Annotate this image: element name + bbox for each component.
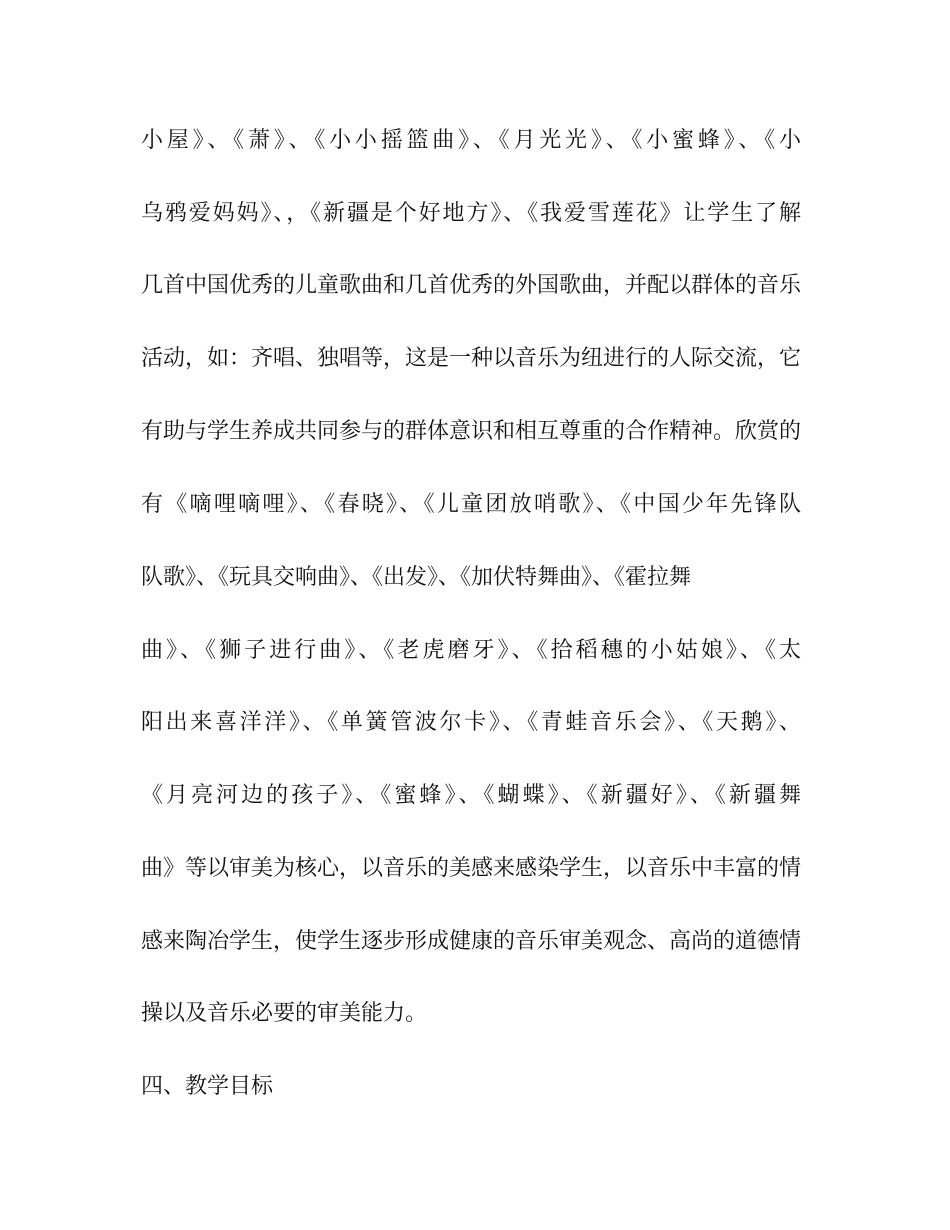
paragraph-line-5: 有助与学生养成共同参与的群体意识和相互尊重的合作精神。欣赏的 — [141, 419, 802, 444]
paragraph-line-13: 操以及音乐必要的审美能力。 — [141, 1001, 428, 1026]
paragraph-line-12: 感来陶冶学生，使学生逐步形成健康的音乐审美观念、高尚的道德情 — [141, 929, 802, 954]
paragraph-line-8: 曲》、《狮子进行曲》、《老虎磨牙》、《拾稻穗的小姑娘》、《太 — [141, 638, 801, 663]
paragraph-line-6: 有《嘀哩嘀哩》、《春晓》、《儿童团放哨歌》、《中国少年先锋队 — [141, 492, 801, 517]
paragraph-line-1: 小屋》、《萧》、《小小摇篮曲》、《月光光》、《小蜜蜂》、《小 — [141, 128, 801, 153]
paragraph-line-4: 活动，如：齐唱、独唱等，这是一种以音乐为纽进行的人际交流，它 — [141, 346, 802, 371]
paragraph-line-11: 曲》等以审美为核心，以音乐的美感来感染学生，以音乐中丰富的情 — [141, 856, 802, 881]
paragraph-line-10: 《月亮河边的孩子》、《蜜蜂》、《蝴蝶》、《新疆好》、《新疆舞 — [141, 783, 801, 808]
paragraph-line-9: 阳出来喜洋洋》、《单簧管波尔卡》、《青蛙音乐会》、《天鹅》、 — [141, 710, 801, 735]
paragraph-line-2: 乌鸦爱妈妈》、，《新疆是个好地方》、《我爱雪莲花》让学生了解 — [141, 201, 801, 226]
section-heading: 四、教学目标 — [141, 1074, 274, 1099]
paragraph-line-7: 队歌》、《玩具交响曲》、《出发》、《加伏特舞曲》、《霍拉舞 — [141, 565, 692, 590]
paragraph-line-3: 几首中国优秀的儿童歌曲和几首优秀的外国歌曲，并配以群体的音乐 — [141, 273, 802, 298]
